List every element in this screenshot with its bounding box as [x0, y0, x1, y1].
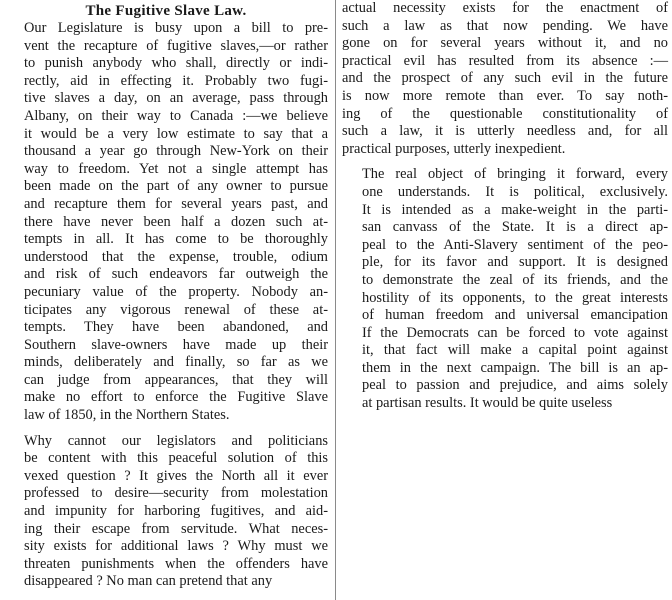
- text-line: san canvass of the State. It is a direct ap-: [362, 219, 668, 236]
- text-line: and recapture them for several years past, and: [24, 195, 328, 212]
- text-line: one understands. It is political, exclusively.: [362, 183, 668, 200]
- text-line: is now more remote than ever. To say noth-: [342, 87, 668, 104]
- text-line: practical purposes, utterly inexpedient.: [342, 140, 566, 157]
- text-line: peal to passion and prejudice, and aims solely: [362, 377, 668, 394]
- text-line: law of 1850, in the Northern States.: [24, 407, 230, 424]
- right-paragraph-1: [342, 0, 668, 158]
- right-column: [342, 0, 668, 413]
- text-line: Our Legislature is busy upon a bill to pre-: [24, 20, 328, 36]
- text-line: rectly, aid in effecting it. Probably two fugi-: [24, 72, 328, 89]
- text-line: minds, deliberately and finally, so far as we: [24, 354, 328, 371]
- text-line: ple, for its favor and support. It is designed: [362, 254, 668, 271]
- text-line: Albany, on their way to Canada :—we believe: [24, 107, 328, 124]
- text-line: understood that the expense, trouble, odium: [24, 248, 328, 265]
- text-line: tive slaves a day, on an average, pass through: [24, 90, 328, 107]
- article-headline: The Fugitive Slave Law.: [85, 3, 247, 19]
- text-line: can judge from appearances, that they will: [24, 371, 328, 388]
- text-line: disappeared ? No man can pretend that any: [24, 573, 273, 590]
- left-paragraph-2: [4, 433, 328, 591]
- text-line: tempts in all. It has come to be thoroughly: [24, 231, 328, 248]
- text-line: pecuniary value of the property. Nobody an-: [24, 283, 328, 300]
- text-line: ing of the questionable constitutionality of: [342, 105, 668, 122]
- left-paragraph-1: [4, 20, 328, 425]
- text-line: way to freedom. Yet not a single attempt has: [24, 160, 328, 177]
- text-line: sity exists for additional laws ? Why must we: [24, 538, 328, 555]
- text-line: actual necessity exists for the enactment of: [342, 0, 668, 16]
- text-line: make no effort to enforce the Fugitive Slave: [24, 389, 328, 406]
- text-line: It is intended as a make-weight in the parti-: [362, 201, 668, 218]
- text-line: peal to the Anti-Slavery sentiment of the peo-: [362, 236, 668, 253]
- text-line: practical evil has resulted from its absence :—: [342, 52, 668, 69]
- text-line: be content with this peaceful solution of this: [24, 450, 328, 467]
- right-paragraph-2: [342, 166, 668, 412]
- text-line: hostility of its opponents, to the great interests: [362, 289, 668, 306]
- text-line: them in the next campaign. The bill is an ap-: [362, 359, 668, 376]
- text-line: and impunity for harboring fugitives, and aid-: [24, 503, 328, 520]
- text-line: to punish anybody who shall, directly or indi-: [24, 55, 328, 72]
- text-line: thousand a year go through New-York on their: [24, 143, 328, 160]
- text-line: ticipates any vigorous renewal of these at-: [24, 301, 328, 318]
- text-line: The real object of bringing it forward, every: [362, 166, 668, 183]
- text-line: such a law, it is utterly needless and, for all: [342, 123, 668, 140]
- text-line: tempts. They have been abandoned, and: [24, 319, 328, 336]
- text-line: of human freedom and universal emancipation: [362, 307, 668, 324]
- text-line: there have never been half a dozen such at-: [24, 213, 328, 230]
- text-line: If the Democrats can be forced to vote against: [362, 324, 668, 341]
- text-line: it would be a very low estimate to say that a: [24, 125, 328, 142]
- text-line: vent the recapture of fugitive slaves,—or rather: [24, 37, 328, 54]
- text-line: and the prospect of any such evil in the future: [342, 70, 668, 87]
- text-line: vexed question ? It gives the North all it ever: [24, 467, 328, 484]
- text-line: it, that fact will make a capital point against: [362, 342, 668, 359]
- text-line: Southern slave-owners have made up their: [24, 336, 328, 353]
- text-line: threaten punishments when the offenders have: [24, 555, 328, 572]
- text-line: to demonstrate the zeal of its friends, and the: [362, 271, 668, 288]
- text-line: such a law as that now pending. We have: [342, 17, 668, 34]
- text-line: Why cannot our legislators and politicians: [24, 432, 328, 449]
- text-line: and risk of such endeavors far outweigh the: [24, 266, 328, 283]
- text-line: been made on the part of any owner to pursue: [24, 178, 328, 195]
- text-line: gone on for several years without it, and no: [342, 35, 668, 52]
- left-column: [4, 0, 328, 591]
- text-line: professed to desire—security from molestation: [24, 485, 328, 502]
- text-line: ing their escape from servitude. What neces-: [24, 520, 328, 537]
- text-line: at partisan results. It would be quite useless: [362, 395, 613, 412]
- column-divider: [335, 0, 336, 600]
